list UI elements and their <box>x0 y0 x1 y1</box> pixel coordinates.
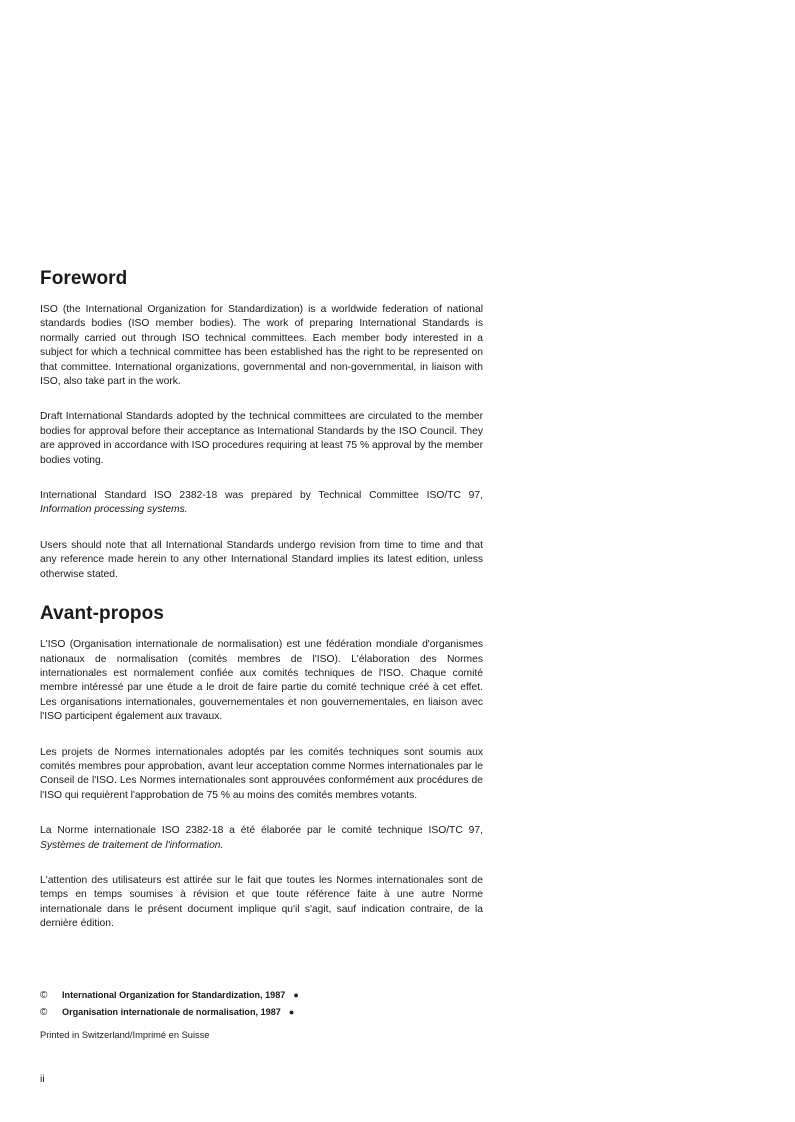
avant-propos-p3-text: La Norme internationale ISO 2382-18 a été élaborée par le comité technique ISO/TC 97, <box>40 825 483 837</box>
foreword-paragraph-1: ISO (the International Organization for Standardization) is a worldwide federation of national standards bodies (ISO member bodies). The work of preparing International Standards is normally carried out through ISO technical committees. Each member body interested in a subject for which a technical committee has been established has the right to be represented on that committee. International organizations, governmental and non-governmental, in liaison with ISO, also take part in the work. <box>40 304 483 388</box>
copyright-line-en <box>40 987 483 1004</box>
avant-propos-section <box>40 603 483 932</box>
main-column <box>40 268 483 953</box>
avant-propos-paragraph-4: L'attention des utilisateurs est attirée sur le fait que toutes les Normes internationales sont de temps en temps soumises à révision et que toute référence faite à une autre Norme internationale dans le présent document implique qu'il s'agit, sauf indication contraire, de la dernière édition. <box>40 874 483 930</box>
copyright-icon: © <box>40 1007 48 1018</box>
copyright-text-fr: Organisation internationale de normalisation, 1987 <box>62 1007 281 1017</box>
printed-in-line: Printed in Switzerland/Imprimé en Suisse <box>40 1030 210 1040</box>
avant-propos-paragraph-3 <box>40 824 483 853</box>
page-number: ii <box>40 1073 45 1085</box>
avant-propos-p3-title: Systèmes de traitement de l'information. <box>40 839 224 851</box>
avant-propos-heading: Avant-propos <box>40 603 164 625</box>
foreword-heading: Foreword <box>40 268 128 289</box>
bullet-icon: ● <box>288 1007 295 1017</box>
foreword-paragraph-4: Users should note that all International Standards undergo revision from time to time and that any reference made herein to any other International Standard implies its latest edition, unless otherwise stated. <box>40 539 483 580</box>
foreword-p3-text: International Standard ISO 2382-18 was prepared by Technical Committee ISO/TC 97, <box>40 490 483 502</box>
foreword-p3-title: Information processing systems. <box>40 504 188 516</box>
avant-propos-paragraph-1: L'ISO (Organisation internationale de normalisation) est une fédération mondiale d'organismes nationaux de normalisation (comités membres de l'ISO). L'élaboration des Normes internationales est normalement confiée aux comités techniques de l'ISO. Chaque comité membre intéressé par une étude a le droit de faire partie du comité technique créé à cet effet. Les organisations internationales, gouvernementales et non gouvernementales, en liaison avec l'ISO participent également aux travaux. <box>40 639 483 723</box>
bullet-icon: ● <box>293 990 299 1000</box>
foreword-section <box>40 268 483 582</box>
avant-propos-paragraph-2: Les projets de Normes internationales adoptés par les comités techniques sont soumis aux comités membres pour approbation, avant leur acceptation comme Normes internationales par le Conseil de l'ISO. Les Normes internationales sont approuvées conformément aux procédures de l'ISO qui requièrent l'approbation de 75 % au moins des comités membres votants. <box>40 746 483 801</box>
foreword-paragraph-3 <box>40 489 483 518</box>
copyright-text-en: International Organization for Standardization, 1987 <box>62 990 286 1000</box>
foreword-paragraph-2: Draft International Standards adopted by the technical committees are circulated to the member bodies for approval before their acceptance as International Standards by the ISO Council. They are approved in accordance with ISO procedures requiring at least 75 % approval by the member bodies voting. <box>40 411 484 466</box>
copyright-line-fr <box>40 1004 483 1021</box>
copyright-icon: © <box>40 990 48 1001</box>
copyright-block <box>40 987 483 1021</box>
